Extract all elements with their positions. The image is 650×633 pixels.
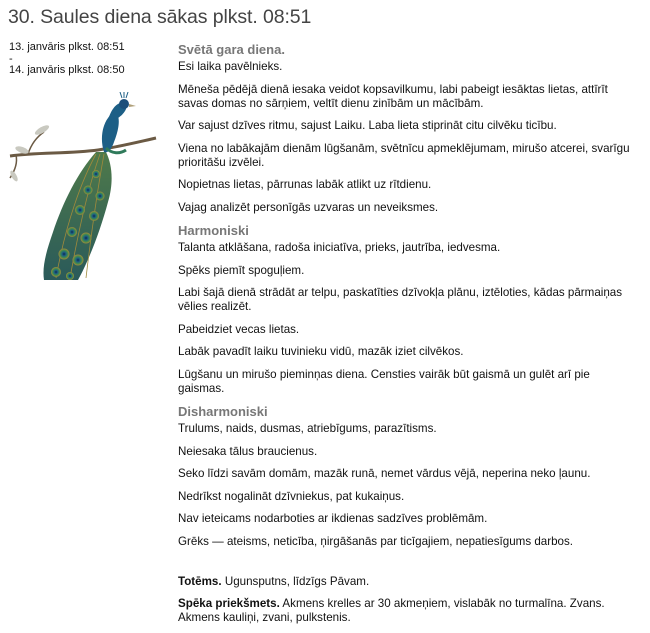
section-heading: Harmoniski (178, 223, 249, 238)
totem-label: Totēms. (178, 574, 222, 588)
peacock-image (8, 92, 158, 282)
power-items-text: Akmens krelles ar 30 akmeņiem, vislabāk no turmalīna. Zvans. Akmens kauliņi, zvani, pulkstenis. (178, 596, 605, 624)
paragraph: Trulums, naids, dusmas, atriebīgums, parazītisms. (178, 422, 437, 435)
paragraph: Neiesaka tālus braucienus. (178, 444, 318, 458)
paragraph: Nopietnas lietas, pārrunas labāk atlikt uz rītdienu. (178, 178, 432, 191)
paragraph: Esi laika pavēlnieks. (178, 60, 283, 73)
paragraph: Nav ieteicams nodarboties ar ikdienas sadzīves problēmām. (178, 512, 488, 525)
paragraph: Talanta atklāšana, radoša iniciatīva, prieks, jautrība, iedvesma. (178, 241, 501, 254)
date-range (9, 41, 159, 77)
date-separator: - (9, 53, 13, 65)
power-items-label: Spēka priekšmets. (178, 596, 280, 610)
paragraph: Mēneša pēdējā dienā iesaka veidot kopsavilkumu, labi pabeigt iesāktas lietas, attīrīt savas domas no sārņiem, veltīt dienu zinībām un mācībām. (178, 82, 608, 110)
section-heading: Svētā gara diena. (178, 42, 285, 57)
paragraph: Seko līdzi savām domām, mazāk runā, nemet vārdus vējā, neperina neko ļaunu. (178, 467, 591, 480)
section-disharmonious (178, 404, 638, 549)
paragraph: Lūgšanu un mirušo pieminņas diena. Censties vairāk būt gaismā un gulēt arī pie gaismas. (178, 367, 590, 395)
power-items-line (178, 597, 638, 625)
section-holy-spirit (178, 42, 638, 215)
totem-text: Ugunsputns, līdzīgs Pāvam. (224, 574, 370, 588)
paragraph: Nedrīkst nogalināt dzīvniekus, pat kukaiņus. (178, 489, 405, 503)
totem-line (178, 575, 638, 589)
paragraph: Vajag analizēt personīgās uzvaras un neveiksmes. (178, 200, 439, 214)
start-date: 13. janvāris plkst. 08:51 (9, 41, 125, 53)
paragraph: Var sajust dzīves ritmu, sajust Laiku. Laba lieta stiprināt citu cilvēku ticību. (178, 119, 557, 132)
paragraph: Grēks — ateisms, neticība, ņirgāšanās par ticīgajiem, nepatiesīgums darbos. (178, 534, 574, 548)
end-date: 14. janvāris plkst. 08:50 (9, 64, 125, 76)
footer-info (178, 575, 638, 625)
paragraph: Viena no labākajām dienām lūgšanām, svētnīcu apmeklējumam, mirušo atcerei, svarīgu prioritāšu izvēlei. (178, 141, 630, 169)
paragraph: Spēks piemīt spoguļiem. (178, 263, 305, 277)
paragraph: Labāk pavadīt laiku tuvinieku vidū, mazāk iziet cilvēkos. (178, 345, 464, 358)
paragraph: Pabeidziet vecas lietas. (178, 322, 300, 336)
paragraph: Labi šajā dienā strādāt ar telpu, paskatīties dzīvokļa plānu, iztēloties, kādas pārmaiņas vēlies realizēt. (178, 286, 623, 313)
content (178, 42, 638, 633)
section-heading: Disharmoniski (178, 404, 268, 419)
page-title: 30. Saules diena sākas plkst. 08:51 (8, 6, 312, 28)
section-harmonious (178, 223, 638, 396)
